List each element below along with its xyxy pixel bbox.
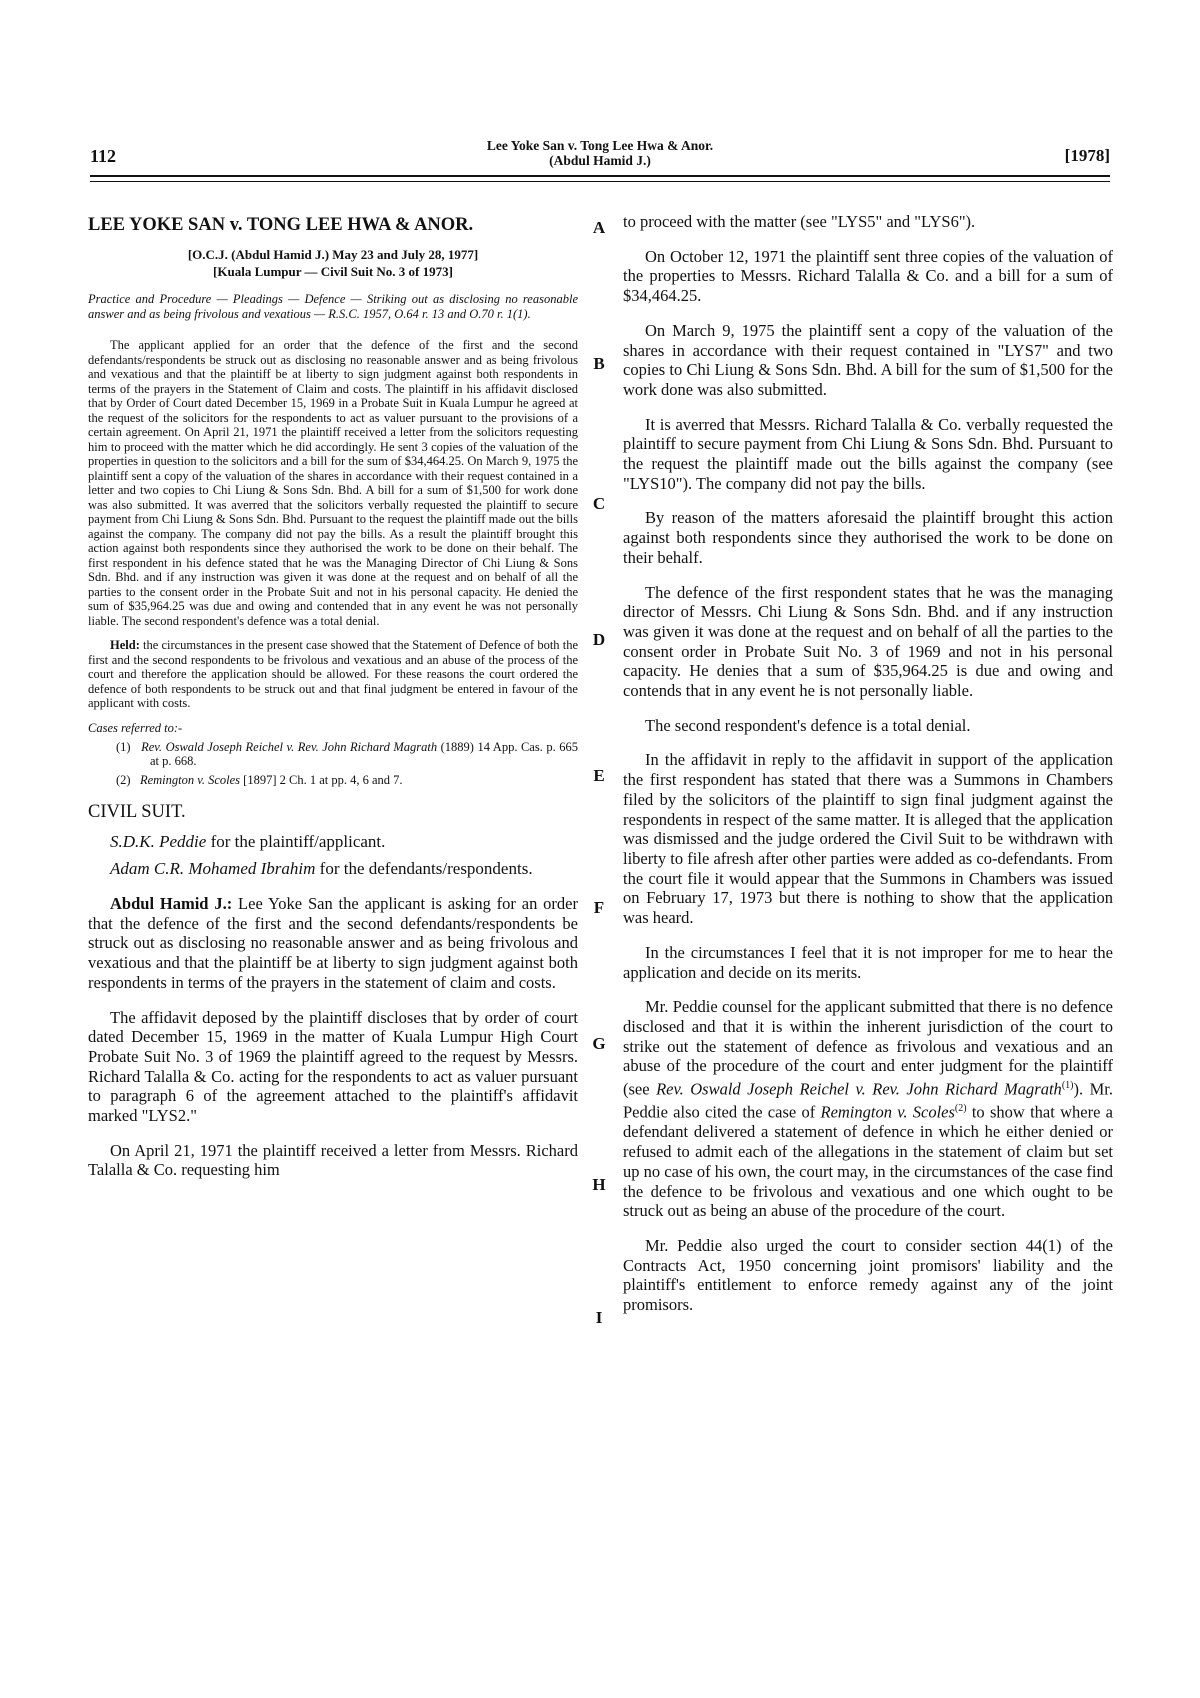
judgment-paragraph-14: Mr. Peddie also urged the court to consider section 44(1) of the Contracts Act, 1950 concerning joint promisors' liability and the plaintiff's entitlement to enforce remedy against any of the joint promisors. <box>623 1235 1113 1315</box>
right-column <box>623 212 1113 1315</box>
judgment-paragraph-12: In the circumstances I feel that it is not improper for me to hear the application and decide on its merits. <box>623 942 1113 982</box>
held-label: Held: <box>110 638 140 652</box>
paragraph-text: Lee Yoke San the applicant is asking for an order that the defence of the first and the second defendants/respondents be struck out as disclosing no reasonable answer and as being frivolous and vexatious and that the plaintiff be at liberty to sign judgment against both respondents in terms of the prayers in the statement of claim and costs. <box>88 894 578 992</box>
margin-letter-b: B <box>593 354 605 373</box>
judgment-paragraph-11: In the affidavit in reply to the affidavit in support of the application the first respondent has stated that there was a Summons in Chambers filed by the solicitors of the plaintiff to sign final judgment against the respondents in respect of the same matter. It is alleged that the application was dismissed and the judge ordered the Civil Suit to be withdrawn with liberty to file afresh after other parties were added as co-defendants. From the court file it would appear that the Summons in Chambers was issued on February 17, 1973 but there is nothing to show that the application was heard. <box>623 750 1113 928</box>
left-column <box>88 212 578 1180</box>
margin-letter-h: H <box>592 1175 606 1194</box>
case-citation: [1897] 2 Ch. 1 at pp. 4, 6 and 7. <box>240 772 403 787</box>
case-number: (2) <box>116 772 131 787</box>
footnote-ref: (2) <box>954 1103 967 1115</box>
court-line: [Kuala Lumpur — Civil Suit No. 3 of 1973] <box>213 264 453 279</box>
margin-letter-a: A <box>592 218 606 237</box>
margin-letter-e: E <box>593 766 605 785</box>
judgment-paragraph-6: On March 9, 1975 the plaintiff sent a copy of the valuation of the shares in accordance with their request contained in "LYS7" and two copies to Chi Liung & Sons Sdn. Bhd. A bill for the sum of $1,500 for the work done was also submitted. <box>623 320 1113 399</box>
running-header-case: Lee Yoke San v. Tong Lee Hwa & Anor. <box>486 138 714 153</box>
counsel-plaintiff-role: for the plaintiff/applicant. <box>206 832 386 851</box>
headnote: The applicant applied for an order that the defence of the first and the second defendants/respondents be struck out as disclosing no reasonable answer and as being frivolous and vexatious and that the plaintiff be at liberty to sign judgment against both respondents in terms of the prayers in the Statement of Claim and costs. The plaintiff in his affidavit disclosed that by Order of Court dated December 15, 1969 in a Probate Suit in Kuala Lumpur he agreed at the request of the solicitors for the respondents to act as valuer pursuant to the provisions of a certain agreement. On April 21, 1971 the plaintiff received a letter from the solicitors requesting him to proceed with the matter which he did accordingly. He sent 3 copies of the valuation of the properties in question to the solicitors and a bill for the sum of $34,464.25. On March 9, 1975 the plaintiff sent a copy of the valuation of the shares in accordance with their request contained in a letter and two copies to Chi Liung & Sons Sdn. Bhd. A bill for a sum of $1,500 for work done was also submitted. It was averred that the solicitors verbally requested the plaintiff to secure payment from Chi Liung & Sons Sdn. Bhd. Pursuant to the request the plaintiff made out the bills against the company. The company did not pay the bills. As a result the plaintiff brought this action against both respondents since they authorised the work to be done on their behalf. The first respondent in his defence stated that he was the Managing Director of Chi Liung & Sons Sdn. Bhd. and if any instruction was given it was done at the request and on behalf of all the parties to the consent order in the Probate Suit and not in his personal capacity. He denied the sum of $35,964.25 was due and owing and contended that in any event he was not personally liable. The second respondent's defence was a total denial. <box>88 338 578 628</box>
judgment-paragraph-4: to proceed with the matter (see "LYS5" and "LYS6"). <box>623 212 976 231</box>
held-paragraph <box>88 638 578 711</box>
case-name: Rev. Oswald Joseph Reichel v. Rev. John Richard Magrath <box>656 1079 1062 1099</box>
report-year: [1978] <box>1064 146 1110 165</box>
case-title: LEE YOKE SAN v. TONG LEE HWA & ANOR. <box>88 215 474 235</box>
running-header-judge: (Abdul Hamid J.) <box>549 153 651 168</box>
footnote-ref: (1) <box>1061 1080 1074 1092</box>
counsel-plaintiff-name: S.D.K. Peddie <box>110 832 207 851</box>
judgment-paragraph-10: The second respondent's defence is a total denial. <box>645 715 971 735</box>
judgment-paragraph-1 <box>88 894 578 993</box>
judgment-paragraph-9: The defence of the first respondent states that he was the managing director of Messrs. Chi Liung & Sons Sdn. Bhd. and if any instruction was given it was done at the request and on behalf of all the parties to the consent order in Probate Suit No. 3 of 1969 and not in his personal capacity. He denies that a sum of $35,964.25 is due and owing and contends that in any event he is not personally liable. <box>623 582 1113 701</box>
counsel-plaintiff <box>88 831 578 852</box>
counsel-defendant <box>88 858 578 879</box>
judgment-paragraph-7: It is averred that Messrs. Richard Talalla & Co. verbally requested the plaintiff to secure payment from Chi Liung & Sons Sdn. Bhd. Pursuant to the request the plaintiff made out the bills against the company (see "LYS10"). The company did not pay the bills. <box>623 414 1113 493</box>
case-number: (1) <box>116 739 131 754</box>
judgment-paragraph-3: On April 21, 1971 the plaintiff received a letter from Messrs. Richard Talalla & Co. requesting him <box>88 1140 578 1180</box>
case-reference-1 <box>88 740 578 769</box>
paragraph-text: Mr. Peddie counsel for the applicant submitted that there is no defence disclosed and that it is within the inherent jurisdiction of the court to strike out the statement of defence as frivolous and vexatious and an abuse of the procedure of the court and enter judgment for the plaintiff (see <box>623 997 1113 1099</box>
coram-line: [O.C.J. (Abdul Hamid J.) May 23 and July 28, 1977] <box>187 247 479 262</box>
counsel-defendant-name: Adam C.R. Mohamed Ibrahim <box>110 859 316 878</box>
case-name: Remington v. Scoles <box>139 772 241 787</box>
header-rule-thin <box>90 181 1110 182</box>
header-rule-thick <box>90 175 1110 177</box>
catchwords: Practice and Procedure — Pleadings — Defence — Striking out as disclosing no reasonable answer and as being frivolous and vexatious — R.S.C. 1957, O.64 r. 13 and O.70 r. 1(1). <box>88 292 578 321</box>
margin-letter-d: D <box>592 630 606 649</box>
case-name: Rev. Oswald Joseph Reichel v. Rev. John Richard Magrath <box>141 739 438 754</box>
page-number: 112 <box>90 146 117 166</box>
case-citation: (1889) 14 App. Cas. p. 665 at p. 668. <box>150 739 578 768</box>
judgment-paragraph-8: By reason of the matters aforesaid the plaintiff brought this action against both respondents since they authorised the work to be done on their behalf. <box>623 508 1113 567</box>
judgment-paragraph-13 <box>623 997 1113 1221</box>
judgment-paragraph-5: On October 12, 1971 the plaintiff sent three copies of the valuation of the properties to Messrs. Richard Talalla & Co. and a bill for a sum of $34,464.25. <box>623 246 1113 306</box>
counsel-defendant-role: for the defendants/respondents. <box>315 859 533 878</box>
judgment-paragraph-2: The affidavit deposed by the plaintiff discloses that by order of court dated December 15, 1969 in the matter of Kuala Lumpur High Court Probate Suit No. 3 of 1969 the plaintiff agreed to the request by Messrs. Richard Talalla & Co. acting for the respondents to act as valuer pursuant to paragraph 6 of the agreement attached to the plaintiff's affidavit marked "LYS2." <box>88 1007 578 1126</box>
paragraph-text: to show that where a defendant delivered a statement of defence in which he either denied or refused to admit each of the allegations in the statement of claim but set up no case of his own, the court may, in the circumstances of the case find the defence to be frivolous and vexatious and one which ought to be struck out as being an abuse of the procedure of the court. <box>623 1102 1113 1221</box>
paragraph-text: ). Mr. Peddie also cited the case of <box>623 1079 1114 1122</box>
judge-name: Abdul Hamid J.: <box>110 894 233 913</box>
margin-letter-c: C <box>592 494 606 513</box>
margin-letter-i: I <box>595 1308 603 1327</box>
case-reference-2 <box>88 773 578 788</box>
margin-letter-g: G <box>592 1034 606 1053</box>
held-text: the circumstances in the present case showed that the Statement of Defence of both the first and the second respondents to be frivolous and vexatious and an abuse of the process of the court and therefore the application should be allowed. For these reasons the court ordered the defence of both respondents to be struck out and that final judgment be entered in favour of the applicant with costs. <box>88 638 578 710</box>
case-name: Remington v. Scoles <box>820 1102 955 1122</box>
running-header <box>300 138 900 168</box>
civil-suit-heading: CIVIL SUIT. <box>88 802 186 822</box>
margin-letter-f: F <box>593 898 605 917</box>
cases-heading: Cases referred to:- <box>88 720 183 735</box>
